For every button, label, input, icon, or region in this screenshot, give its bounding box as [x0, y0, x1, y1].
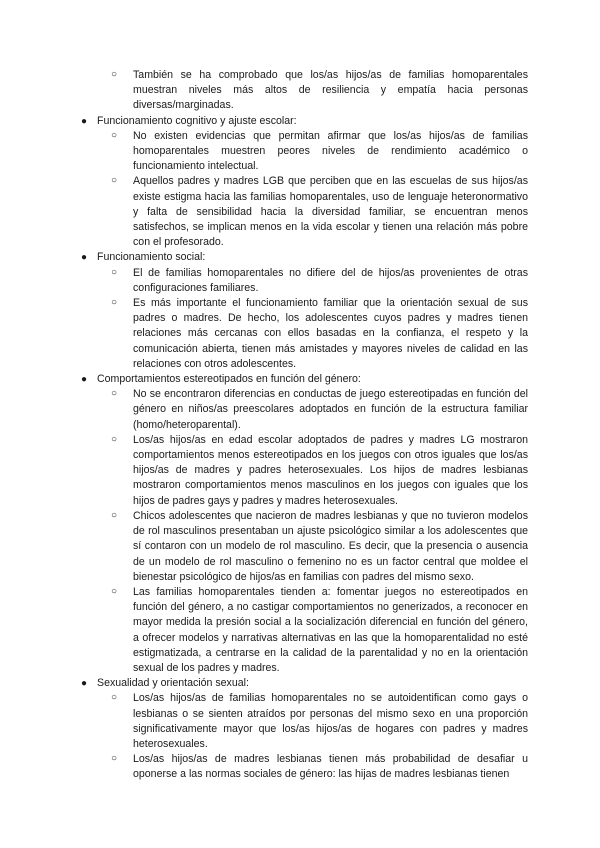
section-title: Sexualidad y orientación sexual:: [97, 677, 249, 690]
sub-list-item: ○ Los/as hijos/as en edad escolar adoptados de padres y madres LG mostraron comportamientos menos estereotipados en los juegos con otros iguales que los/as hijos/as de madres y padres heterosexuales. Los hijos de madres lesbianas mostraron comportamientos menos masculinos en los juegos con iguales que los hijos de padres gays y padres y madres heterosexuales.: [111, 433, 528, 507]
sub-list: [97, 387, 528, 676]
section-title: Comportamientos estereotipados en función del género:: [97, 373, 361, 386]
sub-list: [97, 266, 528, 372]
list-section: [80, 250, 528, 372]
hollow-bullet-icon: ○: [111, 388, 118, 400]
sub-list: [97, 129, 528, 251]
sub-list-item: ○ Es más importante el funcionamiento familiar que la orientación sexual de sus padres o madres. De hecho, los adolescentes cuyos padres y madres tienen relaciones más cercanas con ellos basadas en la confianza, el respeto y la comunicación abierta, tienen más amistades y mayores niveles de calidad en las relaciones con otros adolescentes.: [111, 297, 528, 370]
filled-bullet-icon: ●: [81, 374, 88, 386]
sub-list-item: ○ Los/as hijos/as de madres lesbianas tienen más probabilidad de desafiar u oponerse a las normas sociales de género: las hijas de madres lesbianas tienen: [111, 753, 528, 781]
filled-bullet-icon: ●: [81, 252, 88, 264]
section-title: Funcionamiento cognitivo y ajuste escolar:: [97, 114, 297, 127]
hollow-bullet-icon: ○: [111, 129, 118, 141]
hollow-bullet-icon: ○: [111, 433, 118, 445]
sub-list: [97, 68, 528, 114]
hollow-bullet-icon: ○: [111, 509, 118, 521]
list-section-continuation: [80, 68, 528, 114]
hollow-bullet-icon: ○: [111, 266, 118, 278]
filled-bullet-icon: ●: [81, 115, 88, 127]
list-section: [80, 114, 528, 251]
sub-list-item: ○ Chicos adolescentes que nacieron de madres lesbianas y que no tuvieron modelos de rol masculinos presentaban un ajuste psicológico similar a los adolescentes que sí contaron con un modelo de rol masculino. Es decir, que la presencia o ausencia de un modelo de rol masculino o femenino no es un factor central que moldee el bienestar psicológico de hijos/as en familias con padres del mismo sexo.: [111, 509, 528, 583]
filled-bullet-icon: ●: [81, 678, 88, 690]
hollow-bullet-icon: ○: [111, 297, 118, 309]
list-section: [80, 372, 528, 676]
sub-list: [97, 691, 528, 782]
bullet-list: [80, 68, 528, 783]
sub-list-item: ○ No se encontraron diferencias en conductas de juego estereotipadas en función del género en niños/as preescolares adoptados en función de la estructura familiar (homo/heteroparental).: [111, 388, 528, 431]
sub-list-item: ○ Las familias homoparentales tienden a: fomentar juegos no estereotipados en función del género, a no castigar comportamientos no generizados, a reconocer en mayor medida la presión social a la socialización diferencial en función del género, a ofrecer modelos y narrativas alternativas en las que la homoparentalidad no esté estigmatizada, a centrarse en la calidad de la parentalidad y no en la orientación sexual de los padres y madres.: [111, 585, 528, 674]
hollow-bullet-icon: ○: [111, 69, 118, 80]
hollow-bullet-icon: ○: [111, 753, 118, 765]
sub-list-item: ○ No existen evidencias que permitan afirmar que los/as hijos/as de familias homoparentales muestren peores niveles de rendimiento académico o funcionamiento intelectual.: [111, 129, 528, 173]
hollow-bullet-icon: ○: [111, 692, 118, 704]
hollow-bullet-icon: ○: [111, 175, 118, 187]
sub-list-item: ○ El de familias homoparentales no difiere del de hijos/as provenientes de otras configuraciones familiares.: [111, 266, 528, 294]
sub-list-item: ○ Los/as hijos/as de familias homoparentales no se autoidentifican como gays o lesbianas o se sienten atraídos por personas del mismo sexo en una proporción significativamente mayor que los/as hijos/as de hogares con padres y madres heterosexuales.: [111, 692, 528, 750]
sub-list-item: ○ También se ha comprobado que los/as hijos/as de familias homoparentales muestran niveles más altos de resiliencia y empatía hacia personas diversas/marginadas.: [111, 69, 528, 112]
hollow-bullet-icon: ○: [111, 585, 118, 597]
list-section: [80, 676, 528, 782]
section-title: Funcionamiento social:: [97, 251, 206, 264]
sub-list-item: ○ Aquellos padres y madres LGB que perciben que en las escuelas de sus hijos/as existe estigma hacia las familias homoparentales, uso de lenguaje heteronormativo y falta de sensibilidad hacia la diversidad familiar, se encuentran menos satisfechos, se implican menos en la vida escolar y tienen una relación más pobre con el profesorado.: [111, 175, 528, 249]
